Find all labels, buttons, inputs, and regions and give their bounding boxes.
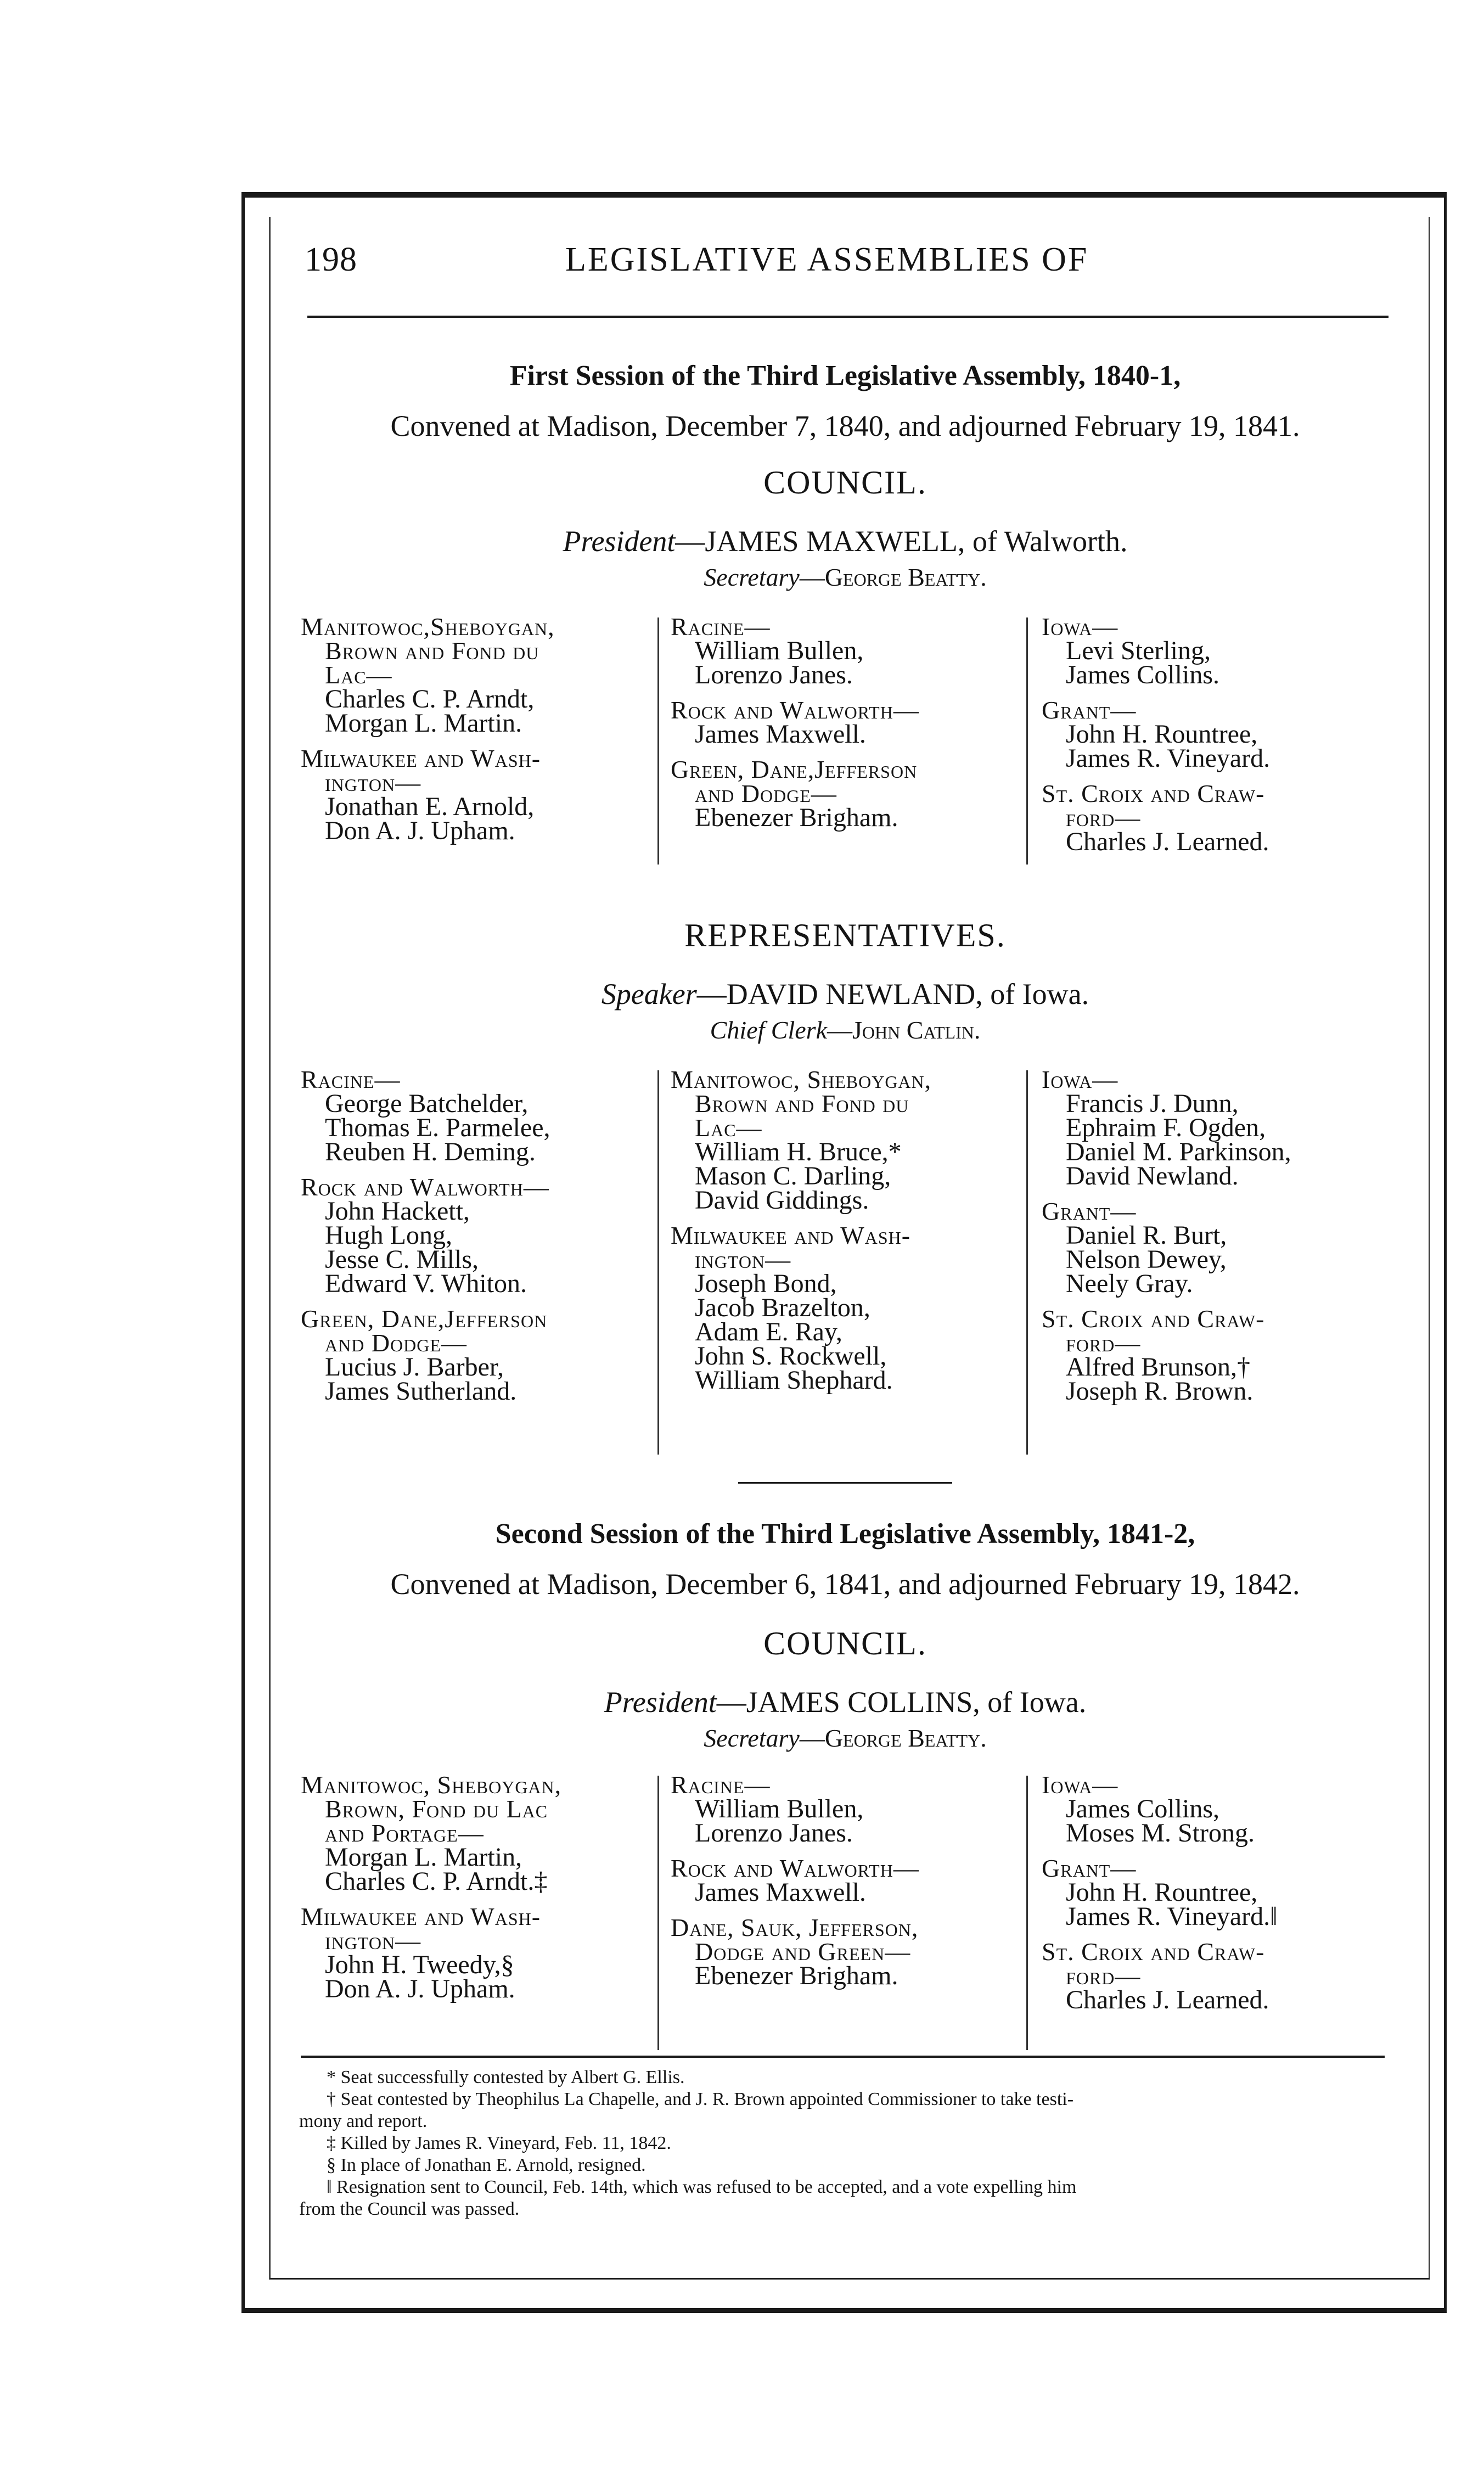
district-name: St. Croix and Craw- — [1042, 779, 1265, 807]
member-name: James Collins. — [1066, 660, 1220, 689]
member-name: William Bullen, — [695, 636, 864, 665]
member-name: Levi Sterling, — [1066, 636, 1211, 665]
second-session-title: Second Session of the Third Legislative Assembly, 1841-2, — [495, 1518, 1195, 1550]
district-name: Lac— — [695, 1114, 762, 1142]
member-name: David Newland. — [1066, 1161, 1239, 1191]
member-name: Ephraim F. Ogden, — [1066, 1113, 1266, 1142]
footnote: * Seat successfully contested by Albert G. Ellis. — [327, 2067, 685, 2087]
footnote: ‡ Killed by James R. Vineyard, Feb. 11, 1842. — [327, 2133, 671, 2153]
member-name: Daniel R. Burt, — [1066, 1221, 1227, 1250]
member-name: James R. Vineyard. — [1066, 744, 1271, 773]
member-name: Morgan L. Martin, — [325, 1843, 522, 1872]
representatives-clerk: Chief Clerk—John Catlin. — [710, 1016, 981, 1044]
district-group — [301, 746, 555, 843]
member-name: John Hackett, — [325, 1197, 470, 1226]
district-group — [1042, 1856, 1278, 1929]
member-name: David Giddings. — [695, 1186, 869, 1215]
district-group — [301, 1773, 561, 1894]
district-name: Rock and Walworth— — [671, 1854, 919, 1882]
district-group — [671, 1856, 919, 1905]
first-session-convened: Convened at Madison, December 7, 1840, and adjourned February 19, 1841. — [390, 409, 1300, 442]
member-name: Lucius J. Barber, — [325, 1352, 504, 1382]
district-name: ford— — [1066, 1962, 1141, 1990]
member-name: William Shephard. — [695, 1366, 893, 1395]
member-name: Nelson Dewey, — [1066, 1245, 1227, 1274]
district-name: Manitowoc, Sheboygan, — [671, 1065, 932, 1093]
column-divider — [657, 1070, 659, 1455]
district-group — [301, 615, 555, 736]
second-council-col-1 — [301, 1773, 561, 2012]
district-name: Iowa— — [1042, 1065, 1118, 1093]
column-divider — [1026, 1776, 1028, 2050]
district-name: and Portage— — [325, 1819, 484, 1847]
district-group — [1042, 1940, 1278, 2012]
district-name: Iowa— — [1042, 613, 1118, 641]
representatives-col-2 — [671, 1065, 932, 1404]
footnotes — [299, 2067, 1380, 2220]
district-name: Racine— — [671, 613, 771, 641]
district-group — [671, 696, 919, 749]
member-name: James Maxwell. — [695, 1878, 866, 1907]
member-name: Jacob Brazelton, — [695, 1293, 870, 1322]
member-name: Edward V. Whiton. — [325, 1269, 527, 1298]
member-name: Reuben H. Deming. — [325, 1137, 536, 1166]
district-name: ington— — [325, 1927, 421, 1955]
member-name: Lorenzo Janes. — [695, 660, 853, 689]
representatives-col-1 — [301, 1065, 550, 1414]
district-name: Green, Dane,Jefferson — [671, 755, 918, 783]
member-name: Moses M. Strong. — [1066, 1818, 1255, 1848]
footnote-rule — [301, 2056, 1385, 2058]
member-name: James Maxwell. — [695, 720, 866, 749]
member-name: Mason C. Darling, — [695, 1161, 891, 1191]
district-name: Rock and Walworth— — [671, 696, 919, 724]
district-name: Manitowoc,Sheboygan, — [301, 613, 555, 641]
district-name: Dodge and Green— — [695, 1938, 911, 1966]
member-name: Morgan L. Martin. — [325, 709, 522, 738]
second-council-heading: COUNCIL. — [763, 1625, 927, 1661]
district-name: Milwaukee and Wash- — [301, 744, 541, 772]
second-council-col-2 — [671, 1773, 919, 1999]
column-divider — [1026, 1070, 1028, 1455]
member-name: Don A. J. Upham. — [325, 1974, 515, 2003]
page-number: 198 — [305, 241, 357, 278]
district-group — [671, 1065, 932, 1215]
district-group — [1042, 779, 1270, 856]
second-council-president: President—JAMES COLLINS, of Iowa. — [604, 1686, 1087, 1719]
member-name: Thomas E. Parmelee, — [325, 1113, 550, 1142]
district-name: and Dodge— — [695, 779, 837, 807]
district-name: ington— — [325, 768, 421, 796]
second-council-col-3 — [1042, 1773, 1278, 2023]
district-name: Grant— — [1042, 1854, 1137, 1882]
member-name: Ebenezer Brigham. — [695, 803, 898, 832]
district-group — [1042, 1065, 1291, 1191]
member-name: James Collins, — [1066, 1794, 1220, 1823]
member-name: George Batchelder, — [325, 1089, 529, 1118]
member-name: John H. Rountree, — [1066, 1878, 1258, 1907]
district-group — [1042, 1771, 1278, 1848]
member-name: John S. Rockwell, — [695, 1341, 887, 1371]
member-name: Daniel M. Parkinson, — [1066, 1137, 1291, 1166]
column-divider — [657, 618, 659, 864]
district-group — [301, 1175, 550, 1296]
footnote: † Seat contested by Theophilus La Chapelle, and J. R. Brown appointed Commissioner to take testi- — [327, 2089, 1074, 2109]
member-name: James R. Vineyard.‖ — [1066, 1902, 1278, 1931]
first-council-president: President—JAMES MAXWELL, of Walworth. — [563, 525, 1128, 558]
district-name: ington— — [695, 1245, 791, 1273]
district-name: Rock and Walworth— — [301, 1173, 549, 1201]
district-name: Green, Dane,Jefferson — [301, 1305, 548, 1333]
first-council-col-3 — [1042, 615, 1270, 865]
representatives-heading: REPRESENTATIVES. — [684, 917, 1006, 953]
district-name: Racine— — [671, 1771, 771, 1799]
member-name: Jesse C. Mills, — [325, 1245, 479, 1274]
representatives-speaker: Speaker—DAVID NEWLAND, of Iowa. — [601, 978, 1089, 1011]
district-group — [671, 615, 919, 687]
first-session-title: First Session of the Third Legislative Assembly, 1840-1, — [509, 360, 1181, 391]
district-group — [671, 1771, 919, 1848]
running-head: LEGISLATIVE ASSEMBLIES OF — [565, 241, 1089, 278]
first-council-col-2 — [671, 615, 919, 841]
header-rule — [307, 316, 1389, 318]
member-name: Charles J. Learned. — [1066, 1985, 1269, 2014]
member-name: Charles J. Learned. — [1066, 827, 1269, 856]
district-group — [301, 1902, 561, 2003]
first-council-heading: COUNCIL. — [763, 464, 927, 501]
district-name: and Dodge— — [325, 1329, 467, 1357]
district-name: Racine— — [301, 1065, 401, 1093]
member-name: Joseph Bond, — [695, 1269, 837, 1298]
member-name: Adam E. Ray, — [695, 1317, 842, 1346]
district-name: Grant— — [1042, 1197, 1137, 1225]
district-group — [671, 757, 919, 830]
footnote: from the Council was passed. — [299, 2199, 520, 2219]
member-name: Lorenzo Janes. — [695, 1818, 853, 1848]
district-name: Grant— — [1042, 696, 1137, 724]
district-name: Milwaukee and Wash- — [671, 1221, 911, 1249]
district-group — [301, 1307, 550, 1404]
district-name: Milwaukee and Wash- — [301, 1902, 541, 1930]
district-group — [1042, 1307, 1291, 1404]
district-group — [671, 1223, 931, 1393]
member-name: William Bullen, — [695, 1794, 864, 1823]
district-name: Iowa— — [1042, 1771, 1118, 1799]
district-name: Brown and Fond du — [325, 637, 539, 665]
district-name: ford— — [1066, 1329, 1141, 1357]
second-council-secretary: Secretary—George Beatty. — [704, 1724, 987, 1752]
section-divider — [738, 1482, 952, 1484]
representatives-col-3 — [1042, 1065, 1291, 1414]
member-name: Charles C. P. Arndt, — [325, 684, 535, 714]
district-name: Manitowoc, Sheboygan, — [301, 1771, 562, 1799]
member-name: Don A. J. Upham. — [325, 816, 515, 845]
member-name: Joseph R. Brown. — [1066, 1377, 1253, 1406]
district-name: St. Croix and Craw- — [1042, 1938, 1265, 1966]
district-group — [671, 1913, 919, 1990]
member-name: John H. Rountree, — [1066, 720, 1258, 749]
member-name: Alfred Brunson,† — [1066, 1352, 1250, 1382]
second-session-convened: Convened at Madison, December 6, 1841, and adjourned February 19, 1842. — [390, 1568, 1300, 1601]
district-group — [1042, 615, 1270, 687]
member-name: Ebenezer Brigham. — [695, 1961, 898, 1990]
footnote: § In place of Jonathan E. Arnold, resigned. — [327, 2155, 646, 2175]
district-name: St. Croix and Craw- — [1042, 1305, 1265, 1333]
member-name: James Sutherland. — [325, 1377, 517, 1406]
first-council-col-1 — [301, 615, 555, 854]
footnote: ‖ Resignation sent to Council, Feb. 14th, which was refused to be accepted, and a vote expelling him — [327, 2177, 1077, 2197]
first-council-secretary: Secretary—George Beatty. — [704, 563, 987, 591]
district-name: ford— — [1066, 804, 1141, 832]
member-name: Jonathan E. Arnold, — [325, 792, 535, 821]
column-divider — [1026, 618, 1028, 864]
member-name: Francis J. Dunn, — [1066, 1089, 1239, 1118]
district-group — [1042, 698, 1270, 771]
district-group — [301, 1065, 550, 1166]
member-name: John H. Tweedy,§ — [325, 1950, 514, 1979]
column-divider — [657, 1776, 659, 2050]
member-name: Hugh Long, — [325, 1221, 452, 1250]
district-name: Brown and Fond du — [695, 1090, 909, 1118]
member-name: William H. Bruce,* — [695, 1137, 902, 1166]
member-name: Neely Gray. — [1066, 1269, 1193, 1298]
district-group — [1042, 1199, 1291, 1296]
district-name: Lac— — [325, 661, 392, 689]
district-name: Brown, Fond du Lac — [325, 1795, 548, 1823]
district-name: Dane, Sauk, Jefferson, — [671, 1913, 919, 1941]
member-name: Charles C. P. Arndt.‡ — [325, 1867, 548, 1896]
footnote: mony and report. — [299, 2111, 428, 2131]
